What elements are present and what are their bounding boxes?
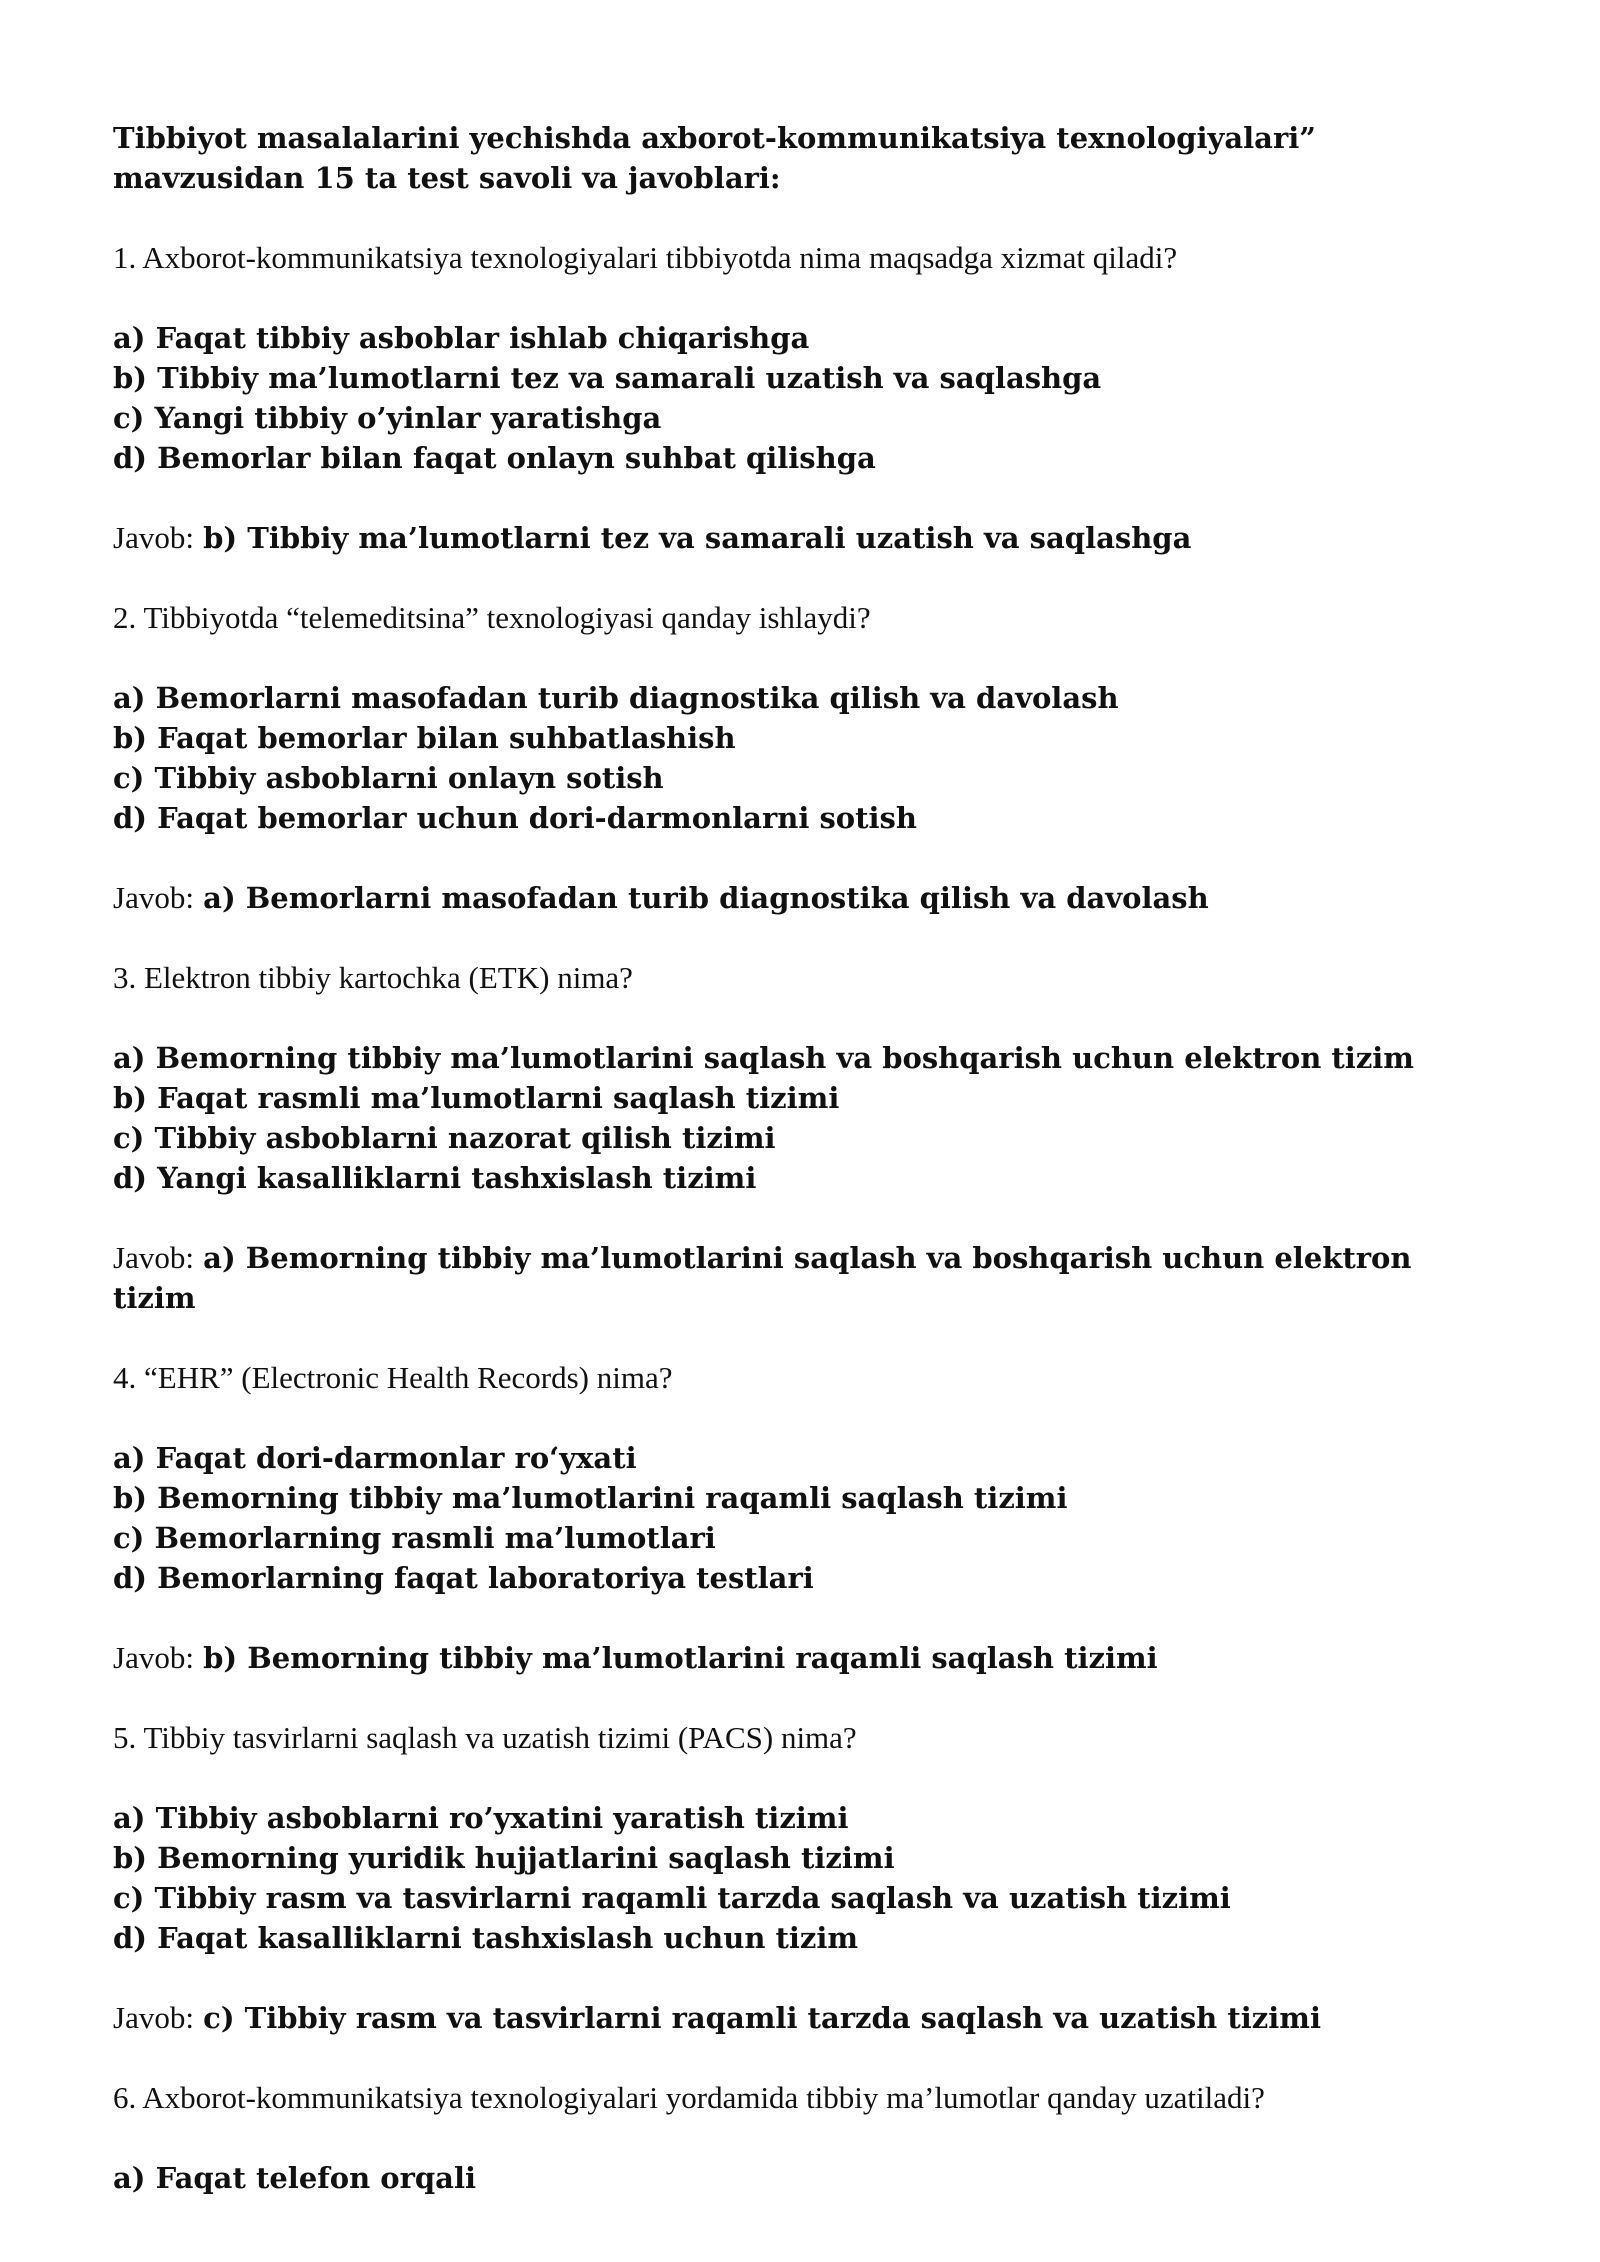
answer-text: b) Tibbiy ma’lumotlarni tez va samarali uzatish va saqlashga <box>203 521 1192 555</box>
option-list <box>113 1038 1503 1198</box>
answer-text: a) Bemorlarni masofadan turib diagnostika qilish va davolash <box>203 881 1209 915</box>
option-item: d) Yangi kasalliklarni tashxislash tizimi <box>113 1161 757 1195</box>
answer-label: Javob: <box>113 880 194 915</box>
question-block <box>113 2078 1503 2198</box>
question-block <box>113 1718 1503 2038</box>
option-item: c) Tibbiy asboblarni nazorat qilish tizimi <box>113 1121 776 1155</box>
question-list <box>113 238 1503 2198</box>
option-list <box>113 1798 1503 1958</box>
option-item: a) Bemorlarni masofadan turib diagnostika qilish va davolash <box>113 681 1119 715</box>
option-list <box>113 678 1503 838</box>
option-item: c) Tibbiy asboblarni onlayn sotish <box>113 761 664 795</box>
option-item: b) Faqat rasmli ma’lumotlarni saqlash tizimi <box>113 1081 840 1115</box>
answer-line <box>113 1638 1503 1678</box>
option-item: c) Yangi tibbiy o’yinlar yaratishga <box>113 401 662 435</box>
question-block <box>113 238 1503 558</box>
answer-label: Javob: <box>113 1240 194 1275</box>
option-item: b) Faqat bemorlar bilan suhbatlashish <box>113 721 736 755</box>
answer-line <box>113 878 1503 918</box>
document-title: Tibbiyot masalalarini yechishda axborot-kommunikatsiya texnologiyalari” mavzusidan 15 ta test savoli va javoblari: <box>113 121 1316 195</box>
question-text: 1. Axborot-kommunikatsiya texnologiyalari tibbiyotda nima maqsadga xizmat qiladi? <box>113 240 1178 275</box>
answer-line <box>113 1998 1503 2038</box>
option-item: a) Faqat telefon orqali <box>113 2161 476 2195</box>
option-item: a) Tibbiy asboblarni ro’yxatini yaratish tizimi <box>113 1801 849 1835</box>
question-text: 3. Elektron tibbiy kartochka (ETK) nima? <box>113 960 633 995</box>
option-item: c) Bemorlarning rasmli ma’lumotlari <box>113 1521 716 1555</box>
answer-label: Javob: <box>113 2000 194 2035</box>
option-item: a) Bemorning tibbiy ma’lumotlarini saqlash va boshqarish uchun elektron tizim <box>113 1041 1414 1075</box>
option-list <box>113 318 1503 478</box>
option-item: c) Tibbiy rasm va tasvirlarni raqamli tarzda saqlash va uzatish tizimi <box>113 1881 1231 1915</box>
answer-label: Javob: <box>113 1640 194 1675</box>
option-item: b) Tibbiy ma’lumotlarni tez va samarali uzatish va saqlashga <box>113 361 1102 395</box>
question-text: 6. Axborot-kommunikatsiya texnologiyalari yordamida tibbiy ma’lumotlar qanday uzatiladi? <box>113 2080 1265 2115</box>
answer-text: a) Bemorning tibbiy ma’lumotlarini saqlash va boshqarish uchun elektron tizim <box>113 1241 1412 1315</box>
question-text: 2. Tibbiyotda “telemeditsina” texnologiyasi qanday ishlaydi? <box>113 600 871 635</box>
option-item: d) Faqat kasalliklarni tashxislash uchun tizim <box>113 1921 859 1955</box>
option-item: d) Bemorlar bilan faqat onlayn suhbat qilishga <box>113 441 876 475</box>
answer-line <box>113 518 1503 558</box>
option-item: b) Bemorning yuridik hujjatlarini saqlash tizimi <box>113 1841 895 1875</box>
question-text: 4. “EHR” (Electronic Health Records) nima? <box>113 1360 673 1395</box>
option-list <box>113 1438 1503 1598</box>
question-block <box>113 1358 1503 1678</box>
question-block <box>113 958 1503 1318</box>
question-text: 5. Tibbiy tasvirlarni saqlash va uzatish tizimi (PACS) nima? <box>113 1720 857 1755</box>
answer-text: c) Tibbiy rasm va tasvirlarni raqamli tarzda saqlash va uzatish tizimi <box>203 2001 1321 2035</box>
option-item: d) Bemorlarning faqat laboratoriya testlari <box>113 1561 814 1595</box>
document-content <box>113 118 1503 2238</box>
answer-line <box>113 1238 1503 1318</box>
option-item: b) Bemorning tibbiy ma’lumotlarini raqamli saqlash tizimi <box>113 1481 1068 1515</box>
option-item: a) Faqat tibbiy asboblar ishlab chiqarishga <box>113 321 810 355</box>
option-item: a) Faqat dori-darmonlar ro‘yxati <box>113 1441 637 1475</box>
answer-label: Javob: <box>113 520 194 555</box>
option-list <box>113 2158 1503 2198</box>
answer-text: b) Bemorning tibbiy ma’lumotlarini raqamli saqlash tizimi <box>203 1641 1158 1675</box>
option-item: d) Faqat bemorlar uchun dori-darmonlarni sotish <box>113 801 917 835</box>
question-block <box>113 598 1503 918</box>
